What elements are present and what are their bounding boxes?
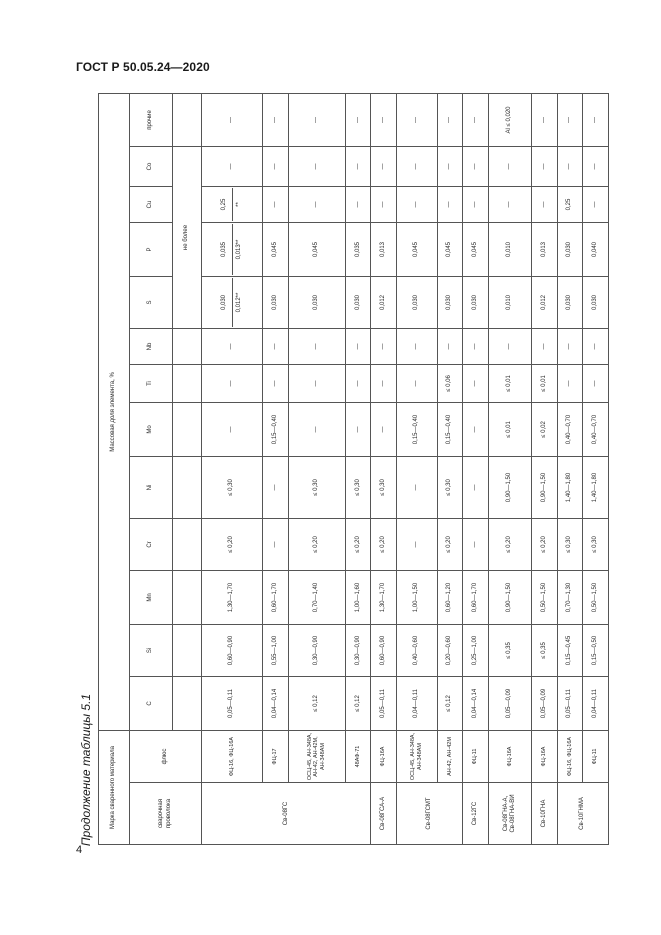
cell-value: ≤ 0,30 xyxy=(371,457,397,519)
cell-value: 0,15—0,40 xyxy=(437,403,463,457)
cell-main-value: 0,030 xyxy=(221,295,228,311)
cell-value: — xyxy=(396,329,437,365)
cell-value: 0,045 xyxy=(288,223,345,277)
cell-value: — xyxy=(288,329,345,365)
header-col-11: Co xyxy=(130,147,173,187)
cell-value: — xyxy=(263,329,289,365)
cell-value: 0,040 xyxy=(583,223,609,277)
cell-value: — xyxy=(288,365,345,403)
cell-value: — xyxy=(396,457,437,519)
cell-value: ≤ 0,20 xyxy=(532,519,558,571)
cell-value: 0,15—0,40 xyxy=(396,403,437,457)
cell-value: 0,90—1,50 xyxy=(488,457,532,519)
cell-value: — xyxy=(583,187,609,223)
cell-value: 0,013 xyxy=(371,223,397,277)
cell-value: 0,60—1,70 xyxy=(463,571,489,625)
cell-value: 0,60—0,90 xyxy=(202,625,263,677)
cell-value: — xyxy=(583,93,609,146)
cell-value: — xyxy=(345,187,371,223)
cell-value: — xyxy=(371,329,397,365)
cell-value: — xyxy=(371,187,397,223)
header-blank xyxy=(173,365,202,403)
cell-value: ≤ 0,30 xyxy=(583,519,609,571)
table-row xyxy=(532,93,558,844)
cell-value xyxy=(202,223,263,277)
cell-value: 0,60—1,70 xyxy=(263,571,289,625)
cell-wire: Св-10ГНМА xyxy=(557,783,608,845)
cell-value: — xyxy=(371,365,397,403)
table-caption-box xyxy=(74,693,98,847)
cell-value: ≤ 0,12 xyxy=(437,677,463,731)
header-col-4: Ni xyxy=(130,457,173,519)
cell-value: ≤ 0,30 xyxy=(345,457,371,519)
cell-value: 0,030 xyxy=(345,277,371,329)
cell-value: — xyxy=(488,147,532,187)
cell-flux: ФЦ-17 xyxy=(263,731,289,783)
cell-value: — xyxy=(263,365,289,403)
cell-value: ≤ 0,02 xyxy=(532,403,558,457)
table-row xyxy=(488,93,532,844)
cell-value: 0,05—0,11 xyxy=(202,677,263,731)
header-blank xyxy=(173,93,202,146)
table-row xyxy=(557,93,583,844)
cell-value: — xyxy=(532,329,558,365)
cell-value: — xyxy=(371,147,397,187)
cell-value: 0,035 xyxy=(345,223,371,277)
cell-value: — xyxy=(532,187,558,223)
cell-value: ≤ 0,12 xyxy=(288,677,345,731)
cell-value: 0,50—1,50 xyxy=(583,571,609,625)
cell-value: 0,030 xyxy=(263,277,289,329)
cell-value: ≤ 0,20 xyxy=(371,519,397,571)
cell-value: 0,030 xyxy=(437,277,463,329)
cell-value: — xyxy=(396,187,437,223)
page-number: 4 xyxy=(76,844,83,856)
cell-value: 0,04—0,11 xyxy=(583,677,609,731)
header-material-group: Марка сваренного материала xyxy=(99,731,130,845)
cell-value: ≤ 0,01 xyxy=(532,365,558,403)
header-col-7: Nb xyxy=(130,329,173,365)
cell-main-value: 0,25 xyxy=(221,198,228,211)
document-header: ГОСТ Р 50.05.24—2020 xyxy=(76,60,210,74)
cell-value: — xyxy=(396,147,437,187)
table-row xyxy=(463,93,489,844)
cell-value: — xyxy=(583,329,609,365)
chemical-composition-table xyxy=(98,93,609,845)
cell-value: 0,030 xyxy=(463,277,489,329)
cell-value: ≤ 0,35 xyxy=(532,625,558,677)
cell-value: 0,60—1,20 xyxy=(437,571,463,625)
cell-value: ≤ 0,30 xyxy=(557,519,583,571)
cell-value: ≤ 0,01 xyxy=(488,365,532,403)
table-row xyxy=(583,93,609,844)
header-mass-fraction: Массовая доля элемента, % xyxy=(99,93,130,730)
cell-value: — xyxy=(288,187,345,223)
header-blank xyxy=(173,403,202,457)
cell-value: — xyxy=(263,519,289,571)
cell-value: 0,030 xyxy=(583,277,609,329)
cell-value: ≤ 0,30 xyxy=(288,457,345,519)
cell-value: ≤ 0,06 xyxy=(437,365,463,403)
cell-value: — xyxy=(557,329,583,365)
cell-value: 0,40—0,70 xyxy=(557,403,583,457)
cell-value: — xyxy=(557,93,583,146)
cell-value: 0,013 xyxy=(532,223,558,277)
cell-value: — xyxy=(288,403,345,457)
header-blank xyxy=(173,677,202,731)
cell-value: 0,50—1,50 xyxy=(532,571,558,625)
cell-value: Al ≤ 0,020 xyxy=(488,93,532,146)
cell-value: — xyxy=(463,147,489,187)
cell-value: 0,20—0,60 xyxy=(437,625,463,677)
cell-value: 1,40—1,80 xyxy=(557,457,583,519)
cell-wire: Св-08ГСА-А xyxy=(371,783,397,845)
cell-value: — xyxy=(396,93,437,146)
cell-value: — xyxy=(557,365,583,403)
cell-flux: ФЦ-11 xyxy=(583,731,609,783)
cell-value: 0,05—0,09 xyxy=(488,677,532,731)
cell-value: — xyxy=(396,365,437,403)
table-row xyxy=(345,93,371,844)
cell-value: — xyxy=(345,147,371,187)
cell-value: 0,70—1,40 xyxy=(288,571,345,625)
table-row xyxy=(202,93,263,844)
cell-value: 0,15—0,40 xyxy=(263,403,289,457)
cell-sub-value: ** xyxy=(232,188,243,221)
cell-value: 0,04—0,14 xyxy=(463,677,489,731)
cell-value: 0,25 xyxy=(557,187,583,223)
header-blank xyxy=(173,625,202,677)
cell-value: 0,010 xyxy=(488,277,532,329)
header-row-2 xyxy=(130,93,173,844)
cell-value: ≤ 0,20 xyxy=(437,519,463,571)
cell-value: 0,030 xyxy=(557,223,583,277)
cell-value xyxy=(202,187,263,223)
cell-value: 0,55—1,00 xyxy=(263,625,289,677)
cell-value: 0,05—0,11 xyxy=(557,677,583,731)
cell-value: 0,030 xyxy=(557,277,583,329)
header-blank xyxy=(173,519,202,571)
cell-flux: ФЦ-16, ФЦ-16А xyxy=(202,731,263,783)
cell-value: 0,045 xyxy=(437,223,463,277)
header-flux: флюс xyxy=(130,731,202,783)
cell-value: 0,40—0,60 xyxy=(396,625,437,677)
cell-value: ≤ 0,20 xyxy=(488,519,532,571)
cell-value: 0,15—0,45 xyxy=(557,625,583,677)
header-blank xyxy=(173,329,202,365)
header-col-2: Mn xyxy=(130,571,173,625)
cell-value: — xyxy=(345,329,371,365)
cell-value: — xyxy=(583,365,609,403)
cell-sub-value: 0,013** xyxy=(232,224,243,275)
table-row xyxy=(288,93,345,844)
cell-value: — xyxy=(263,93,289,146)
cell-value: ≤ 0,20 xyxy=(345,519,371,571)
cell-value: — xyxy=(463,329,489,365)
cell-value: 0,40—0,70 xyxy=(583,403,609,457)
cell-value: 0,60—0,90 xyxy=(371,625,397,677)
header-col-9: P xyxy=(130,223,173,277)
table-caption: Продолжение таблицы 5.1 xyxy=(79,693,93,847)
cell-flux: ОСЦ-45, АН-348А, АН-42, АН-42М, АН-348АМ xyxy=(288,731,345,783)
header-not-more: не более xyxy=(173,147,202,329)
cell-value: ≤ 0,30 xyxy=(202,457,263,519)
cell-value: ≤ 0,35 xyxy=(488,625,532,677)
cell-value: — xyxy=(437,187,463,223)
cell-value: 0,05—0,09 xyxy=(532,677,558,731)
header-col-8: S xyxy=(130,277,173,329)
cell-value: — xyxy=(532,93,558,146)
cell-value: 1,00—1,60 xyxy=(345,571,371,625)
cell-value: 0,30—0,90 xyxy=(345,625,371,677)
table-row xyxy=(371,93,397,844)
cell-value: 0,030 xyxy=(288,277,345,329)
cell-value: 0,045 xyxy=(263,223,289,277)
header-col-6: Ti xyxy=(130,365,173,403)
cell-flux: АН-42, АН-42М xyxy=(437,731,463,783)
header-wire: сварочная проволока xyxy=(130,783,202,845)
cell-flux: ФЦ-16А xyxy=(488,731,532,783)
cell-value: — xyxy=(463,519,489,571)
cell-value: — xyxy=(463,457,489,519)
cell-flux: ФЦ-16А xyxy=(371,731,397,783)
cell-value: — xyxy=(202,147,263,187)
cell-value: — xyxy=(437,147,463,187)
cell-flux: 48АФ-71 xyxy=(345,731,371,783)
cell-value: 0,045 xyxy=(463,223,489,277)
cell-value: — xyxy=(463,93,489,146)
cell-value: — xyxy=(463,403,489,457)
cell-value: — xyxy=(202,93,263,146)
cell-value: — xyxy=(345,365,371,403)
cell-value: 1,30—1,70 xyxy=(202,571,263,625)
cell-value: — xyxy=(263,187,289,223)
cell-value: — xyxy=(345,403,371,457)
cell-value: — xyxy=(263,147,289,187)
table-row xyxy=(396,93,437,844)
cell-flux: ОСЦ-45, АН-348А, АН-348АМ xyxy=(396,731,437,783)
cell-value: 0,05—0,11 xyxy=(371,677,397,731)
cell-value: — xyxy=(202,403,263,457)
cell-value: — xyxy=(583,147,609,187)
cell-value: 0,010 xyxy=(488,223,532,277)
cell-value: 0,25—1,00 xyxy=(463,625,489,677)
cell-value: — xyxy=(463,187,489,223)
cell-flux: ФЦ-16А xyxy=(532,731,558,783)
cell-value: ≤ 0,12 xyxy=(345,677,371,731)
cell-value: 0,30—0,90 xyxy=(288,625,345,677)
cell-main-value: 0,035 xyxy=(221,242,228,258)
rotated-table-frame xyxy=(98,94,609,845)
rotated-table-container xyxy=(98,94,609,845)
cell-value: — xyxy=(263,457,289,519)
cell-value: 1,40—1,80 xyxy=(583,457,609,519)
cell-value: 0,04—0,11 xyxy=(396,677,437,731)
header-col-1: Si xyxy=(130,625,173,677)
cell-value: 0,70—1,30 xyxy=(557,571,583,625)
cell-value xyxy=(202,277,263,329)
cell-flux: ФЦ-11 xyxy=(463,731,489,783)
cell-value: ≤ 0,20 xyxy=(202,519,263,571)
cell-wire: Св-08ГСМТ xyxy=(396,783,462,845)
cell-value: — xyxy=(345,93,371,146)
table-row xyxy=(437,93,463,844)
header-col-5: Mo xyxy=(130,403,173,457)
cell-sub-value: 0,012** xyxy=(232,278,243,327)
header-col-0: C xyxy=(130,677,173,731)
table-row xyxy=(263,93,289,844)
cell-value: — xyxy=(371,403,397,457)
cell-value: — xyxy=(371,93,397,146)
cell-flux: ФЦ-16, ФЦ-16А xyxy=(557,731,583,783)
header-blank xyxy=(173,571,202,625)
cell-value: — xyxy=(396,519,437,571)
cell-value: ≤ 0,30 xyxy=(437,457,463,519)
cell-value: 0,012 xyxy=(371,277,397,329)
cell-value: 1,30—1,70 xyxy=(371,571,397,625)
cell-wire: Св-08ГНА-А, Св-08ГНА-ВИ xyxy=(488,783,532,845)
cell-wire: Св-08ГС xyxy=(202,783,371,845)
cell-value: — xyxy=(488,329,532,365)
cell-value: 0,030 xyxy=(396,277,437,329)
cell-value: ≤ 0,01 xyxy=(488,403,532,457)
cell-value: 0,04—0,14 xyxy=(263,677,289,731)
header-row-1 xyxy=(99,93,130,844)
cell-wire: Св-12ГС xyxy=(463,783,489,845)
cell-value: — xyxy=(532,147,558,187)
header-blank xyxy=(173,457,202,519)
cell-value: — xyxy=(488,187,532,223)
cell-wire: Св-10ГНА xyxy=(532,783,558,845)
cell-value: 0,15—0,50 xyxy=(583,625,609,677)
cell-value: 0,90—1,50 xyxy=(488,571,532,625)
cell-value: — xyxy=(202,329,263,365)
cell-value: — xyxy=(288,147,345,187)
cell-value: — xyxy=(463,365,489,403)
header-col-12: прочие xyxy=(130,93,173,146)
cell-value: 0,045 xyxy=(396,223,437,277)
cell-value: 0,90—1,50 xyxy=(532,457,558,519)
cell-value: — xyxy=(288,93,345,146)
header-col-3: Cr xyxy=(130,519,173,571)
cell-value: — xyxy=(437,329,463,365)
cell-value: ≤ 0,20 xyxy=(288,519,345,571)
cell-value: — xyxy=(437,93,463,146)
header-col-10: Cu xyxy=(130,187,173,223)
cell-value: 0,012 xyxy=(532,277,558,329)
cell-value: 1,00—1,50 xyxy=(396,571,437,625)
cell-value: — xyxy=(557,147,583,187)
cell-value: — xyxy=(202,365,263,403)
